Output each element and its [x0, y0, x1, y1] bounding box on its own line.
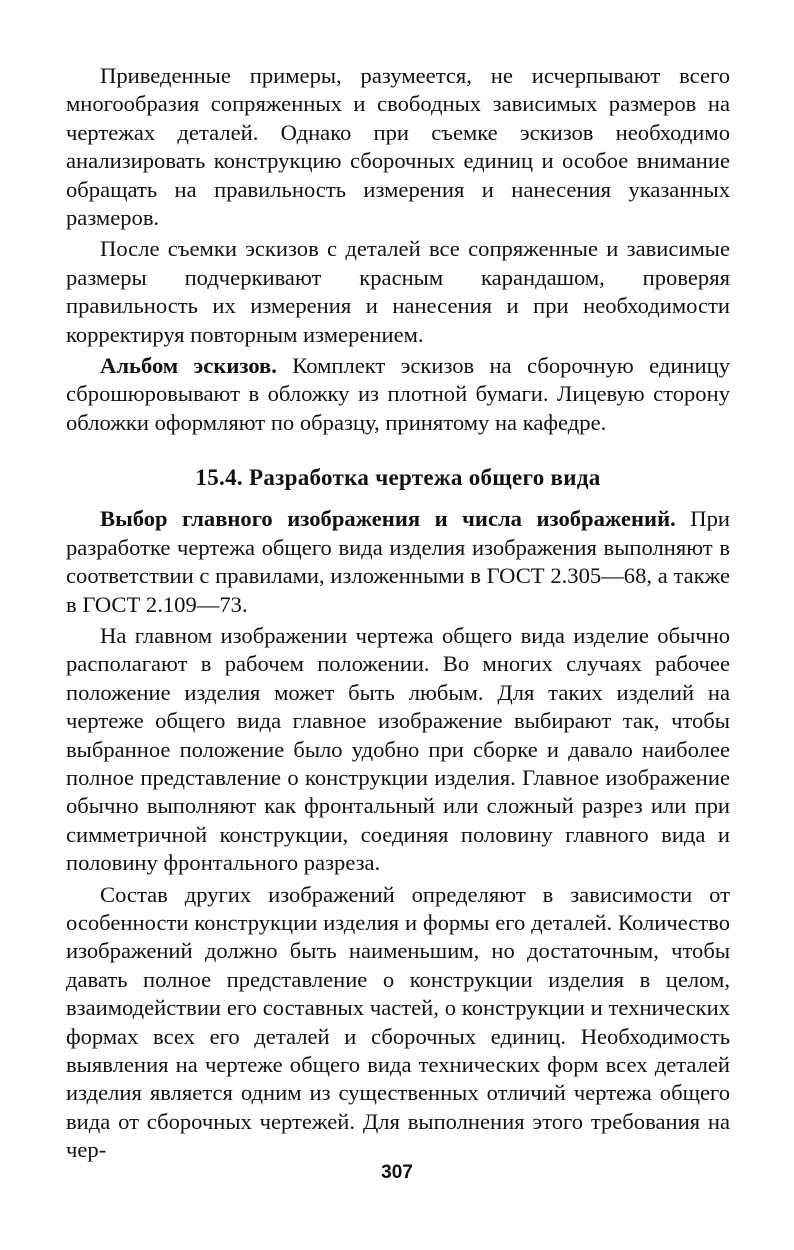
page-number: 307	[381, 1162, 413, 1183]
paragraph-examples: Приведенные примеры, разумеется, не исчерпывают всего многообразия сопряженных и свободных зависимых размеров на чертежах деталей. Однако при съемке эскизов необходимо анализировать конструкцию сборочных единиц и особое внимание обращать на правильность измерения и нанесения указанных размеров.	[66, 63, 730, 231]
paragraph-album	[66, 352, 730, 437]
choice-text: При разработке чертежа общего вида изделия изображения выполняют в соответствии с правилами, изложенными в ГОСТ 2.305—68, а также в ГОСТ 2.109—73.	[66, 506, 731, 617]
choice-lead: Выбор главного изображения и числа изображений.	[100, 506, 676, 532]
album-text: Комплект эскизов на сборочную единицу сброшюровывают в обложку из плотной бумаги. Лицевую сторону обложки оформляют по образцу, принятому на кафедре.	[66, 353, 730, 435]
page-body	[66, 62, 730, 1168]
section-heading: 15.4. Разработка чертежа общего вида	[195, 465, 601, 491]
album-lead: Альбом эскизов.	[100, 353, 277, 379]
paragraph-main-image: На главном изображении чертежа общего вида изделие обычно располагают в рабочем положении. Во многих случаях рабочее положение изделия может быть любым. Для таких изделий на чертеже общего вида главное изображение выбирают так, чтобы выбранное положение было удобно при сборке и давало наиболее полное представление о конструкции изделия. Главное изображение обычно выполняют как фронтальный или сложный разрез или при симметричной конструкции, соединяя половину главного вида и половину фронтального разреза.	[66, 622, 730, 876]
paragraph-after-sketches: После съемки эскизов с деталей все сопряженные и зависимые размеры подчеркивают красным карандашом, проверяя правильность их измерения и нанесения и при необходимости корректируя повторным измерением.	[66, 236, 730, 347]
paragraph-other-images: Состав других изображений определяют в зависимости от особенности конструкции изделия и формы его деталей. Количество изображений должно быть наименьшим, но достаточным, чтобы давать полное представление о конструкции изделия в целом, взаимодействии его составных частей, о конструкции и технических формах всех его деталей и сборочных единиц. Необходимость выявления на чертеже общего вида технических форм всех деталей изделия является одним из существенных отличий чертежа общего вида от сборочных чертежей. Для выполнения этого требования на чер-	[66, 881, 730, 1163]
paragraph-choice	[66, 505, 730, 619]
